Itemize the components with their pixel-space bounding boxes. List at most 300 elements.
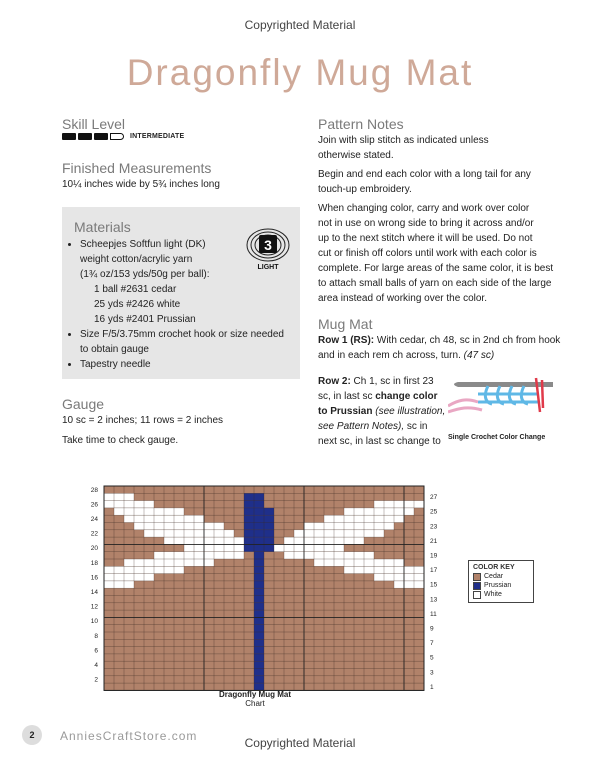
chart-cell xyxy=(254,639,264,646)
chart-cell xyxy=(194,552,204,559)
chart-cell xyxy=(134,501,144,508)
chart-cell xyxy=(304,537,314,544)
chart-cell xyxy=(264,523,274,530)
row-text: and in each rem ch across, turn. xyxy=(318,350,464,361)
pattern-note-3 xyxy=(318,201,578,306)
finished-text: 10¼ inches wide by 5¾ inches long xyxy=(62,179,220,190)
row-text: Ch 1, sc in first 23 xyxy=(350,376,434,387)
chart-cell xyxy=(234,537,244,544)
chart-cell xyxy=(194,537,204,544)
chart-cell xyxy=(134,566,144,573)
note-line: touch-up embroidery. xyxy=(318,184,412,195)
row-label: 18 xyxy=(90,559,98,567)
note-line: Begin and end each color with a long tail for any xyxy=(318,169,531,180)
chart-cell xyxy=(254,566,264,573)
chart-cell xyxy=(134,559,144,566)
chart-cell xyxy=(294,552,304,559)
chart-cell xyxy=(124,559,134,566)
chart-cell xyxy=(384,574,394,581)
chart-cell xyxy=(414,501,424,508)
row-text: sc in xyxy=(404,421,428,432)
chart-cell xyxy=(354,515,364,522)
row-label: 6 xyxy=(94,647,98,655)
mug-mat-heading: Mug Mat xyxy=(318,316,373,332)
row-label: 24 xyxy=(90,516,98,523)
chart-cell xyxy=(374,530,384,537)
pattern-note-2 xyxy=(318,167,568,197)
chart-cell xyxy=(114,574,124,581)
chart-cell xyxy=(254,610,264,617)
row-text: With cedar, ch 48, sc in 2nd ch from hook xyxy=(374,335,561,346)
row-label: 9 xyxy=(430,625,434,633)
chart-cell xyxy=(364,552,374,559)
chart-cell xyxy=(164,515,174,522)
chart-cell xyxy=(164,559,174,566)
skill-block-empty xyxy=(110,133,124,140)
chart-cell xyxy=(254,537,264,544)
row-label: 5 xyxy=(430,654,434,662)
chart-cell xyxy=(374,566,384,573)
chart-cell xyxy=(204,559,214,566)
white-swatch xyxy=(473,591,481,599)
chart-cell xyxy=(314,559,324,566)
chart-cell xyxy=(374,559,384,566)
gauge-text: 10 sc = 2 inches; 11 rows = 2 inches xyxy=(62,415,224,426)
chart-cell xyxy=(404,574,414,581)
chart-cell xyxy=(254,552,264,559)
chart-cell xyxy=(404,508,414,515)
finished-heading: Finished Measurements xyxy=(62,160,212,176)
chart-cell xyxy=(184,544,194,551)
chart-cell xyxy=(254,676,264,683)
note-line: When changing color, carry and work over color xyxy=(318,203,530,214)
chart-cell xyxy=(104,566,114,573)
note-line: cut or finish off colors until work with each color is xyxy=(318,248,537,259)
row-label: 10 xyxy=(90,618,98,626)
chart-cell xyxy=(144,574,154,581)
hook-line: to obtain gauge xyxy=(80,344,149,355)
chart-cell xyxy=(204,544,214,551)
chart-cell xyxy=(194,530,204,537)
chart-cell xyxy=(244,544,254,551)
chart-cell xyxy=(334,537,344,544)
chart-cell xyxy=(154,559,164,566)
chart-cell xyxy=(404,566,414,573)
chart-cell xyxy=(254,501,264,508)
yarn-color: 25 yds #2426 white xyxy=(94,299,181,310)
chart-cell xyxy=(254,581,264,588)
chart-cell xyxy=(324,537,334,544)
gauge-check: Take time to check gauge. xyxy=(62,435,179,446)
chart-cell xyxy=(144,515,154,522)
chart-cell xyxy=(144,501,154,508)
chart-cell xyxy=(284,544,294,551)
chart-cell xyxy=(214,523,224,530)
chart-cell xyxy=(264,537,274,544)
yarn-line: weight cotton/acrylic yarn xyxy=(80,254,193,265)
chart-cell xyxy=(374,574,384,581)
chart-cell xyxy=(354,537,364,544)
chart-cell xyxy=(114,501,124,508)
chart-cell xyxy=(214,537,224,544)
row-label: 11 xyxy=(430,610,437,618)
row-label: 12 xyxy=(90,603,98,611)
chart-cell xyxy=(254,574,264,581)
chart-cell xyxy=(134,523,144,530)
chart-cell xyxy=(254,632,264,639)
chart-cell xyxy=(114,508,124,515)
row-2-instructions xyxy=(318,374,446,449)
chart-cell xyxy=(254,661,264,668)
chart-cell xyxy=(184,552,194,559)
dragonfly-chart xyxy=(60,480,450,712)
skill-level-indicator xyxy=(62,133,184,140)
chart-caption-title: Dragonfly Mug Mat xyxy=(219,690,291,699)
chart-cell xyxy=(334,559,344,566)
row-label: 4 xyxy=(94,662,98,669)
chart-cell xyxy=(254,603,264,610)
chart-cell xyxy=(124,574,134,581)
chart-cell xyxy=(114,581,124,588)
chart-cell xyxy=(244,537,254,544)
chart-cell xyxy=(314,552,324,559)
chart-cell xyxy=(214,530,224,537)
chart-cell xyxy=(244,508,254,515)
chart-cell xyxy=(344,523,354,530)
row-label: 13 xyxy=(430,596,438,604)
chart-cell xyxy=(164,523,174,530)
chart-cell xyxy=(344,566,354,573)
yarn-weight-icon xyxy=(246,228,290,272)
chart-cell xyxy=(244,515,254,522)
skill-block xyxy=(62,133,76,140)
chart-cell xyxy=(354,508,364,515)
row-label: 14 xyxy=(90,589,98,596)
chart-cell xyxy=(244,501,254,508)
color-key-item xyxy=(473,590,529,599)
chart-cell xyxy=(254,617,264,624)
chart-cell xyxy=(104,581,114,588)
row-emphasis: to Prussian xyxy=(318,406,373,417)
chart-cell xyxy=(274,544,284,551)
chart-cell xyxy=(134,508,144,515)
chart-cell xyxy=(244,493,254,500)
chart-cell xyxy=(204,523,214,530)
chart-cell xyxy=(314,530,324,537)
color-key-label: White xyxy=(484,591,502,598)
copyright-footer: Copyrighted Material xyxy=(244,736,356,750)
row-label: 26 xyxy=(90,501,98,509)
color-key-label: Prussian xyxy=(484,582,512,589)
chart-cell xyxy=(154,552,164,559)
chart-cell xyxy=(234,544,244,551)
chart-cell xyxy=(294,530,304,537)
row-label: 15 xyxy=(430,581,438,589)
chart-cell xyxy=(384,501,394,508)
chart-cell xyxy=(144,566,154,573)
row-label: 23 xyxy=(430,523,438,531)
chart-cell xyxy=(324,544,334,551)
chart-cell xyxy=(384,559,394,566)
chart-caption xyxy=(60,690,450,708)
chart-cell xyxy=(364,515,374,522)
chart-cell xyxy=(264,515,274,522)
chart-cell xyxy=(174,552,184,559)
chart-cell xyxy=(354,566,364,573)
row-text: next sc, in last sc change to xyxy=(318,436,441,447)
chart-cell xyxy=(404,581,414,588)
chart-cell xyxy=(354,559,364,566)
row-text: sc, in last sc xyxy=(318,391,376,402)
chart-cell xyxy=(364,566,374,573)
chart-cell xyxy=(164,552,174,559)
chart-cell xyxy=(384,566,394,573)
chart-cell xyxy=(394,508,404,515)
chart-cell xyxy=(294,544,304,551)
chart-cell xyxy=(204,530,214,537)
yarn-color: 1 ball #2631 cedar xyxy=(94,284,177,295)
chart-cell xyxy=(184,523,194,530)
chart-cell xyxy=(174,508,184,515)
copyright-header: Copyrighted Material xyxy=(244,18,356,32)
chart-cell xyxy=(104,493,114,500)
row-label: Row 2: xyxy=(318,376,351,387)
pattern-notes-heading: Pattern Notes xyxy=(318,116,404,132)
illustration-caption: Single Crochet Color Change xyxy=(448,434,546,441)
chart-cell xyxy=(314,523,324,530)
chart-caption-sub: Chart xyxy=(245,699,265,708)
row-emphasis: change color xyxy=(375,391,438,402)
chart-cell xyxy=(254,493,264,500)
chart-cell xyxy=(354,530,364,537)
chart-cell xyxy=(164,537,174,544)
chart-cell xyxy=(304,523,314,530)
chart-cell xyxy=(374,508,384,515)
color-key-label: Cedar xyxy=(484,573,504,580)
chart-cell xyxy=(254,669,264,676)
chart-cell xyxy=(264,544,274,551)
chart-cell xyxy=(384,515,394,522)
chart-cell xyxy=(334,552,344,559)
chart-cell xyxy=(214,544,224,551)
chart-cell xyxy=(324,515,334,522)
chart-cell xyxy=(254,523,264,530)
chart-cell xyxy=(194,544,204,551)
chart-cell xyxy=(394,574,404,581)
row-label: 28 xyxy=(90,486,98,494)
chart-cell xyxy=(394,515,404,522)
chart-cell xyxy=(324,523,334,530)
chart-cell xyxy=(364,530,374,537)
yarn-color: 16 yds #2401 Prussian xyxy=(94,314,196,325)
chart-cell xyxy=(154,515,164,522)
skill-level-label: INTERMEDIATE xyxy=(130,133,185,140)
row-label: 21 xyxy=(430,537,438,545)
row-1-instructions xyxy=(318,333,580,363)
chart-cell xyxy=(374,515,384,522)
chart-cell xyxy=(394,566,404,573)
chart-cell xyxy=(394,581,404,588)
chart-cell xyxy=(294,537,304,544)
chart-cell xyxy=(254,625,264,632)
chart-cell xyxy=(244,523,254,530)
gauge-heading: Gauge xyxy=(62,396,105,412)
note-line: Join with slip stitch as indicated unless xyxy=(318,135,489,146)
chart-cell xyxy=(334,523,344,530)
chart-cell xyxy=(154,566,164,573)
row-label: 2 xyxy=(94,676,98,684)
materials-hook xyxy=(80,327,308,357)
chart-cell xyxy=(374,501,384,508)
chart-cell xyxy=(254,544,264,551)
chart-cell xyxy=(224,552,234,559)
chart-cell xyxy=(124,501,134,508)
chart-cell xyxy=(164,566,174,573)
note-line: not in use on wrong side to bring it across and/or xyxy=(318,218,534,229)
chart-cell xyxy=(224,544,234,551)
prussian-swatch xyxy=(473,582,481,590)
chart-cell xyxy=(334,544,344,551)
chart-cell xyxy=(144,508,154,515)
chart-cell xyxy=(404,501,414,508)
skill-block xyxy=(78,133,92,140)
chart-cell xyxy=(414,566,424,573)
chart-cell xyxy=(254,654,264,661)
chart-cell xyxy=(144,530,154,537)
chart-cell xyxy=(384,523,394,530)
chart-cell xyxy=(344,508,354,515)
chart-cell xyxy=(224,530,234,537)
site-name: AnniesCraftStore.com xyxy=(60,729,198,743)
chart-cell xyxy=(174,523,184,530)
chart-cell xyxy=(364,559,374,566)
chart-cell xyxy=(344,515,354,522)
row-label: 20 xyxy=(90,545,98,553)
chart-cell xyxy=(124,508,134,515)
chart-cell xyxy=(134,515,144,522)
chart-cell xyxy=(334,515,344,522)
chart-cell xyxy=(394,559,404,566)
note-line: otherwise stated. xyxy=(318,150,394,161)
chart-cell xyxy=(264,530,274,537)
chart-cell xyxy=(184,530,194,537)
skill-block xyxy=(94,133,108,140)
chart-cell xyxy=(254,596,264,603)
materials-heading: Materials xyxy=(74,219,131,235)
chart-cell xyxy=(344,559,354,566)
chart-cell xyxy=(304,530,314,537)
chart-cell xyxy=(104,501,114,508)
chart-cell xyxy=(204,552,214,559)
chart-cell xyxy=(374,523,384,530)
chart-cell xyxy=(184,559,194,566)
row-label: 17 xyxy=(430,567,438,575)
chart-cell xyxy=(324,530,334,537)
row-note: (see illustration, xyxy=(372,406,446,417)
chart-cell xyxy=(254,588,264,595)
chart-cell xyxy=(324,552,334,559)
row-label: 3 xyxy=(430,669,434,677)
color-change-illustration xyxy=(448,372,558,432)
row-label: 22 xyxy=(90,530,98,538)
chart-cell xyxy=(284,537,294,544)
chart-cell xyxy=(174,559,184,566)
row-label: 19 xyxy=(430,552,438,560)
chart-cell xyxy=(254,508,264,515)
note-line: area instead of working over the color. xyxy=(318,293,487,304)
chart-cell xyxy=(184,515,194,522)
chart-cell xyxy=(244,530,254,537)
chart-cell xyxy=(184,537,194,544)
row-label: 16 xyxy=(90,574,98,582)
chart-cell xyxy=(314,544,324,551)
chart-cell xyxy=(214,552,224,559)
note-line: to attach small balls of yarn on each side of the large xyxy=(318,278,552,289)
chart-cell xyxy=(164,508,174,515)
row-label: 8 xyxy=(94,632,98,640)
color-key-item xyxy=(473,581,529,590)
page-number: 2 xyxy=(22,725,42,745)
note-line: complete. For large areas of the same color, it is best xyxy=(318,263,554,274)
pattern-note-1 xyxy=(318,133,568,163)
chart-cell xyxy=(164,530,174,537)
row-label: Row 1 (RS): xyxy=(318,335,375,346)
chart-cell xyxy=(174,537,184,544)
chart-cell xyxy=(174,566,184,573)
chart-cell xyxy=(124,493,134,500)
chart-cell xyxy=(154,508,164,515)
chart-cell xyxy=(364,508,374,515)
chart-cell xyxy=(124,515,134,522)
chart-cell xyxy=(304,544,314,551)
color-key xyxy=(468,560,534,603)
yarn-line: (1¾ oz/153 yds/50g per ball): xyxy=(80,269,210,280)
chart-cell xyxy=(284,552,294,559)
row-label: 1 xyxy=(430,683,434,691)
chart-cell xyxy=(174,530,184,537)
chart-cell xyxy=(344,552,354,559)
chart-cell xyxy=(104,574,114,581)
chart-cell xyxy=(254,515,264,522)
chart-cell xyxy=(354,552,364,559)
chart-cell xyxy=(194,515,204,522)
cedar-swatch xyxy=(473,573,481,581)
chart-cell xyxy=(154,523,164,530)
materials-needle: • Tapestry needle xyxy=(80,357,308,372)
chart-cell xyxy=(144,559,154,566)
chart-cell xyxy=(254,647,264,654)
chart-cell xyxy=(194,523,204,530)
stitch-count: (47 sc) xyxy=(463,350,495,361)
chart-cell xyxy=(154,530,164,537)
chart-cell xyxy=(234,552,244,559)
chart-cell xyxy=(224,537,234,544)
chart-cell xyxy=(354,523,364,530)
chart-cell xyxy=(204,537,214,544)
hook-line: Size F/5/3.75mm crochet hook or size needed xyxy=(80,329,284,340)
row-note: see Pattern Notes), xyxy=(318,421,405,432)
yarn-weight-number: 3 xyxy=(264,237,272,253)
chart-cell xyxy=(324,559,334,566)
row-label: 25 xyxy=(430,508,438,516)
chart-cell xyxy=(124,566,134,573)
chart-cell xyxy=(254,530,264,537)
color-key-title: COLOR KEY xyxy=(473,564,515,571)
chart-cell xyxy=(114,566,124,573)
skill-heading: Skill Level xyxy=(62,116,126,132)
yarn-weight-label: LIGHT xyxy=(257,264,279,271)
row-label: 27 xyxy=(430,494,438,502)
